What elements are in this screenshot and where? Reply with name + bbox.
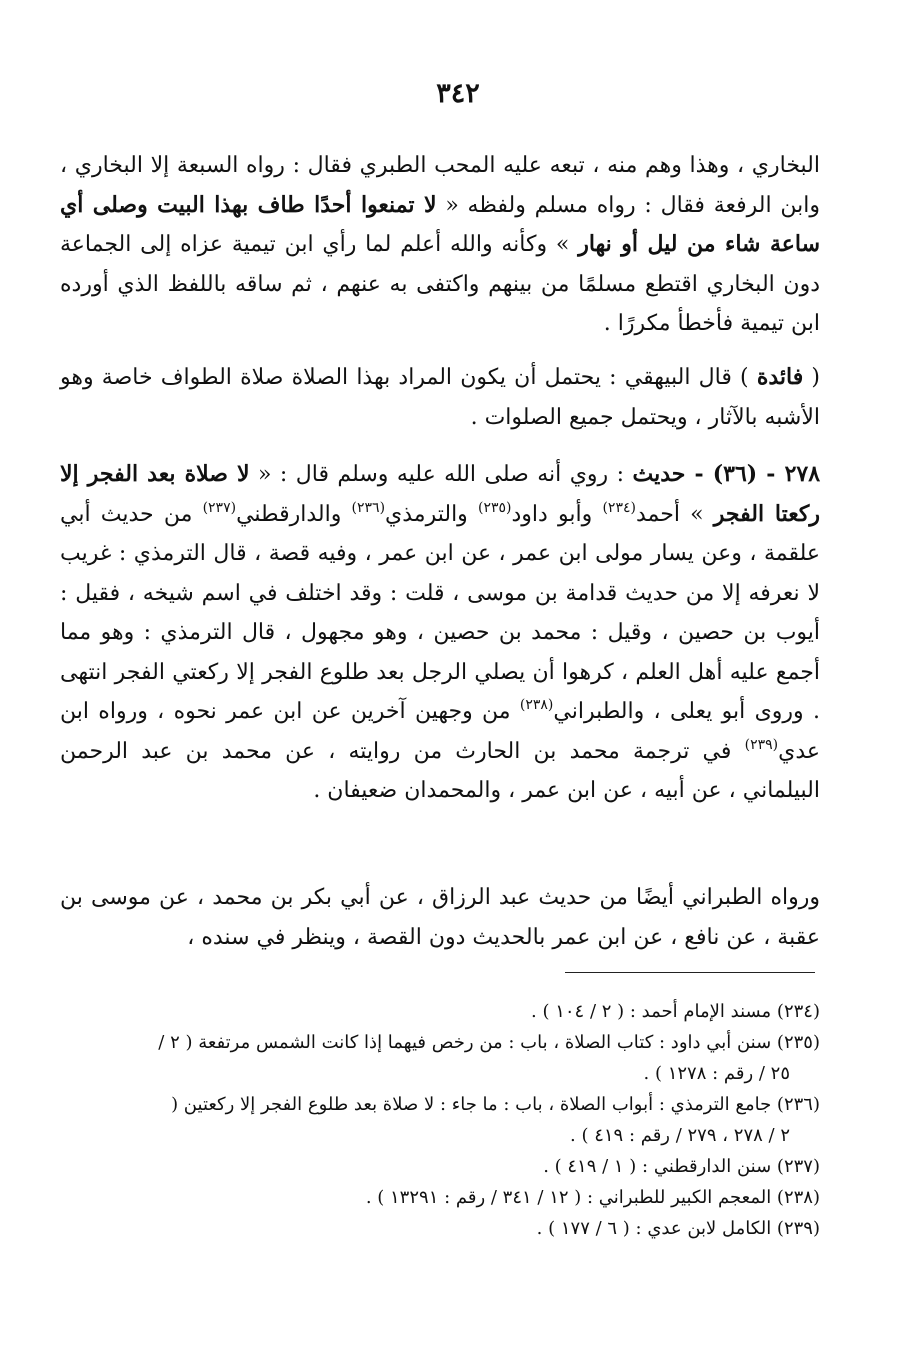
text-run: ) قال البيهقي : يحتمل أن يكون المراد بهذا الصلاة صلاة الطواف خاصة وهو الأشبه بالآثار ، ويحتمل جميع الصلوات .	[60, 365, 820, 430]
text-run: والترمذي	[385, 501, 478, 527]
hadith-text-bold: لا صلاة بعد الفجر إلا ركعتا الفجر	[60, 461, 820, 527]
footnote-line: (٢٣٦) جامع الترمذي : أبواب الصلاة ، باب : ما جاء : لا صلاة بعد طلوع الفجر إلا ركعتين (	[171, 1094, 820, 1115]
page-number: ٣٤٢	[436, 78, 480, 109]
footnote-239	[40, 1213, 820, 1244]
footnote-line: (٢٣٧) سنن الدارقطني : ( ١ / ٤١٩ ) .	[543, 1156, 820, 1177]
footnote-line: ٢٥ / رقم : ١٢٧٨ ) .	[643, 1063, 790, 1084]
footnote-ref: (٢٣٤)	[602, 499, 636, 516]
footnote-separator	[565, 972, 815, 973]
footnote-line: (٢٣٨) المعجم الكبير للطبراني : ( ١٢ / ٣٤١ / رقم : ١٣٢٩١ ) .	[365, 1187, 820, 1208]
footnote-line: (٢٣٥) سنن أبي داود : كتاب الصلاة ، باب : من رخص فيهما إذا كانت الشمس مرتفعة ( ٢ /	[158, 1032, 820, 1053]
text-run: » وكأنه والله أعلم لما رأي ابن تيمية عزاه إلى الجماعة دون البخاري اقتطع مسلمًا من بينهم واكتفى به عنهم ، ثم ساقه باللفظ الذي أورده ابن تيمية فأخطأ مكررًا .	[60, 232, 820, 336]
footnotes-section	[40, 996, 820, 1244]
text-run: ورواه الطبراني أيضًا من حديث عبد الرزاق ، عن أبي بكر بن محمد ، عن موسى بن عقبة ، عن نافع ، عن ابن عمر بالحديث دون القصة ، وينظر في سنده ،	[60, 885, 820, 950]
text-run: في ترجمة محمد بن الحارث من روايته ، عن محمد بن عبد الرحمن البيلماني ، عن أبيه ، عن ابن عمر ، والمحمدان ضعيفان .	[60, 738, 820, 803]
footnote-235	[40, 1027, 820, 1089]
text-run: : روي أنه صلى الله عليه وسلم قال : «	[249, 462, 633, 487]
text-run: وأبو داود	[511, 501, 603, 527]
paragraph-4	[60, 878, 820, 957]
footnote-238	[40, 1182, 820, 1213]
footnote-line: (٢٣٤) مسند الإمام أحمد : ( ٢ / ١٠٤ ) .	[531, 1001, 820, 1022]
paragraph-3	[60, 455, 820, 811]
hadith-text-bold: لا تمنعوا أحدًا طاف بهذا البيت وصلى أي ساعة شاء من ليل أو نهار	[60, 191, 820, 257]
footnote-234	[40, 996, 820, 1027]
text-run: من وجهين آخرين عن ابن عمر نحوه ، ورواه ابن عدي	[60, 699, 820, 764]
text-run: البخاري ، وهذا وهم منه ، تبعه عليه المحب الطبري فقال : رواه السبعة إلا البخاري ، وابن الرفعة فقال : رواه مسلم ولفظه «	[60, 153, 821, 218]
text-run: من حديث أبي علقمة ، وعن يسار مولى ابن عمر ، عن ابن عمر ، وفيه قصة ، قال الترمذي : غريب لا نعرفه إلا من حديث قدامة بن موسى ، قلت : وقد اختلف في اسم شيخه ، فقيل : أيوب بن حصين ، وقيل : محمد بن حصين ، وهو مجهول ، قال الترمذي : وهو مما أجمع عليه أهل العلم ، كرهوا أن يصلي الرجل بعد طلوع الفجر إلا ركعتي الفجر انتهى . وروى أبو يعلى ، والطبراني	[60, 501, 820, 724]
footnote-ref: (٢٣٥)	[478, 499, 512, 516]
footnote-237	[40, 1151, 820, 1182]
paragraph-2	[60, 358, 820, 437]
text-run: » أحمد	[635, 501, 714, 527]
text-run: والدارقطني	[236, 501, 352, 527]
text-run: (	[803, 365, 821, 390]
footnote-ref: (٢٣٧)	[202, 499, 237, 516]
footnote-ref: (٢٣٦)	[351, 499, 386, 516]
footnote-236	[40, 1089, 820, 1151]
footnote-line: ٢ / ٢٧٨ ، ٢٧٩ / رقم : ٤١٩ ) .	[570, 1125, 790, 1146]
hadith-number-bold: ٢٧٨ - (٣٦) - حديث	[632, 461, 821, 487]
note-label-bold: فائدة	[756, 364, 804, 390]
paragraph-1	[60, 146, 820, 344]
footnote-ref: (٢٣٩)	[744, 736, 779, 753]
footnote-line: (٢٣٩) الكامل لابن عدي : ( ٦ / ١٧٧ ) .	[536, 1218, 820, 1239]
footnote-ref: (٢٣٨)	[519, 697, 554, 713]
